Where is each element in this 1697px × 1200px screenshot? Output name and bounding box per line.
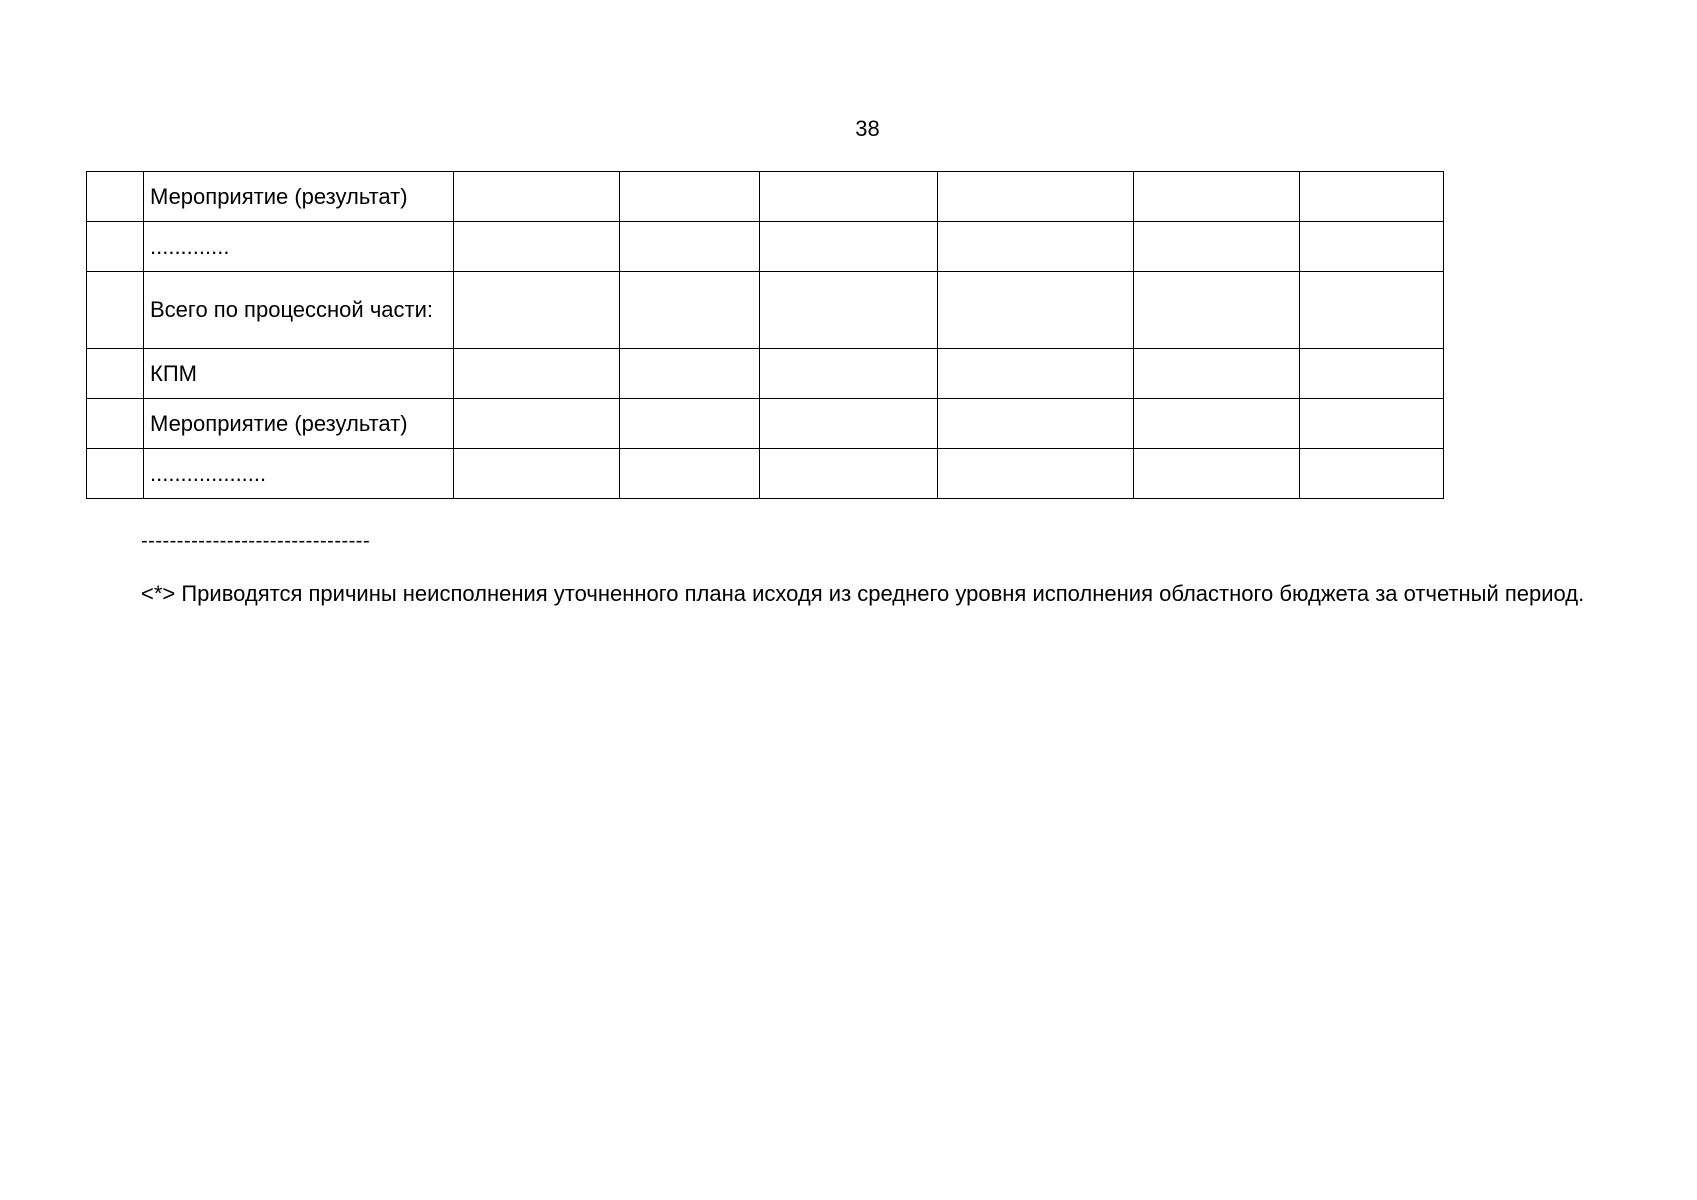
footnote-text: <*> Приводятся причины неисполнения уточненного плана исходя из среднего уровня исполнения областного бюджета за отчетный период. <box>141 581 1585 606</box>
table-row <box>87 272 1444 349</box>
table-cell-label: ............. <box>144 222 454 272</box>
table-cell <box>1300 399 1444 449</box>
table-cell <box>1300 449 1444 499</box>
table-cell <box>1134 222 1300 272</box>
table-cell <box>760 222 938 272</box>
table-cell-number <box>87 172 144 222</box>
table-cell <box>620 449 760 499</box>
table-cell <box>760 399 938 449</box>
table-cell <box>454 349 620 399</box>
table-cell-label: ................... <box>144 449 454 499</box>
table-row <box>87 399 1444 449</box>
table-cell <box>760 272 938 349</box>
table-row <box>87 172 1444 222</box>
table-cell-label: Мероприятие (результат) <box>144 172 454 222</box>
table-cell-number <box>87 222 144 272</box>
table-cell <box>454 272 620 349</box>
table-cell <box>1300 222 1444 272</box>
table-row <box>87 222 1444 272</box>
table-row <box>87 449 1444 499</box>
table-cell <box>1134 399 1300 449</box>
table-cell <box>1300 172 1444 222</box>
table-cell <box>938 399 1134 449</box>
table-cell <box>1134 272 1300 349</box>
table-cell-number <box>87 272 144 349</box>
table-cell <box>1300 349 1444 399</box>
table-cell-number <box>87 449 144 499</box>
table-cell <box>620 349 760 399</box>
table-cell <box>760 172 938 222</box>
table-cell <box>1134 349 1300 399</box>
table-cell <box>760 449 938 499</box>
table-cell-label: Мероприятие (результат) <box>144 399 454 449</box>
table-cell <box>938 349 1134 399</box>
table-cell <box>938 222 1134 272</box>
table-cell <box>1134 449 1300 499</box>
table-cell <box>620 272 760 349</box>
table-cell <box>1300 272 1444 349</box>
table-cell <box>938 449 1134 499</box>
table-cell <box>620 172 760 222</box>
page-number: 38 <box>855 116 880 141</box>
table-cell <box>938 272 1134 349</box>
table-cell-label: КПМ <box>144 349 454 399</box>
table-cell <box>620 222 760 272</box>
table-cell <box>760 349 938 399</box>
table-cell-label: Всего по процессной части: <box>144 272 454 349</box>
table-cell-number <box>87 399 144 449</box>
table-cell <box>454 399 620 449</box>
table-cell <box>454 222 620 272</box>
table-cell <box>620 399 760 449</box>
table-cell-number <box>87 349 144 399</box>
footnote-separator: -------------------------------- <box>141 530 371 552</box>
table-cell <box>1134 172 1300 222</box>
table-row <box>87 349 1444 399</box>
table-cell <box>454 449 620 499</box>
report-table <box>86 171 1444 499</box>
table-cell <box>454 172 620 222</box>
table-cell <box>938 172 1134 222</box>
